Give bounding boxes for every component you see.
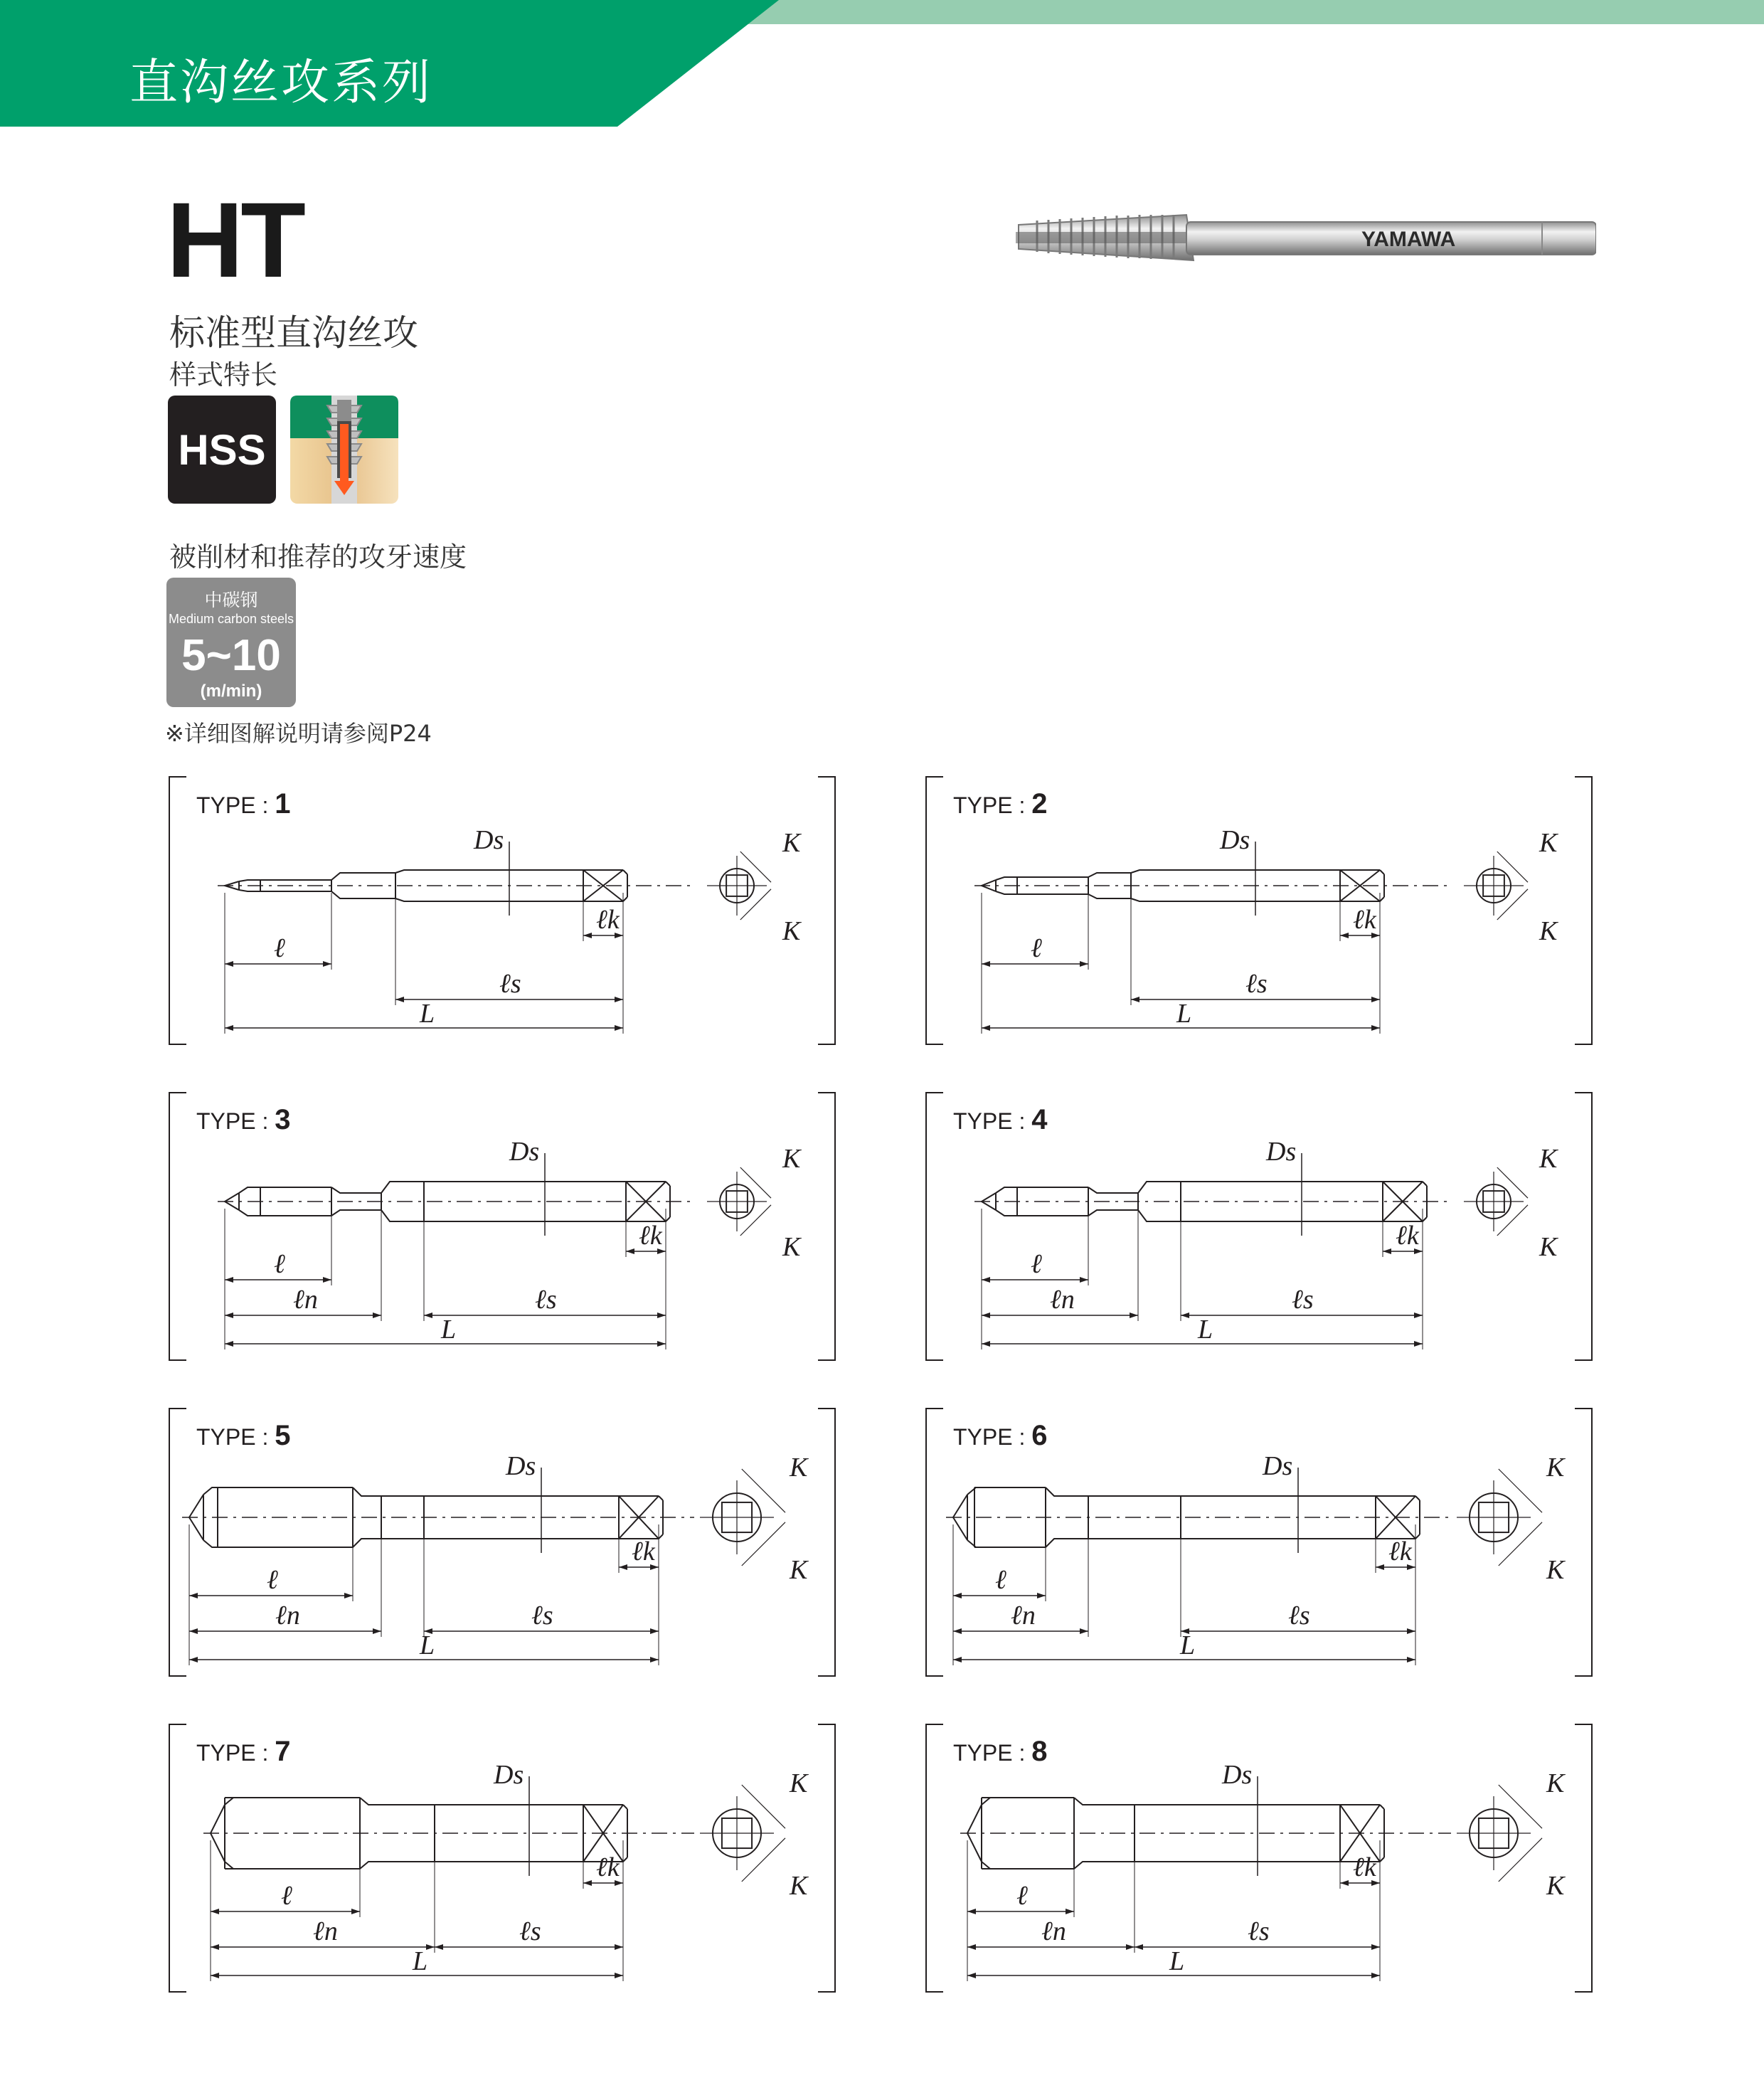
dimension-label-1: Ds — [506, 1451, 536, 1481]
material-cn: 中碳钢 — [204, 590, 258, 610]
type-number: 4 — [1031, 1104, 1048, 1135]
dimension-label-3: ℓk — [596, 905, 620, 935]
dimension-label-6: ℓs — [1292, 1285, 1314, 1315]
type-number: 6 — [1031, 1420, 1048, 1451]
tap-dimension-drawing — [168, 1407, 836, 1677]
material-en: Medium carbon steels — [168, 612, 294, 626]
header-banner — [0, 0, 1764, 127]
dimension-label-k-bottom: K — [1546, 1555, 1565, 1585]
dimension-label-5: ℓn — [1050, 1285, 1075, 1315]
dimension-label-k-bottom: K — [1539, 916, 1558, 946]
dimension-label-k-bottom: K — [1539, 1232, 1558, 1262]
type-prefix: TYPE : — [953, 1740, 1026, 1766]
dimension-label-3: ℓk — [632, 1537, 655, 1566]
type-number: 2 — [1031, 788, 1048, 820]
dimension-label-6: L — [1176, 999, 1192, 1029]
dimension-label-k-bottom: K — [790, 1555, 808, 1585]
type-diagram-4 — [925, 1091, 1593, 1362]
series-title: 直沟丝攻系列 — [129, 55, 433, 111]
dimension-label-5: ℓn — [1041, 1916, 1066, 1946]
dimension-label-2: K — [790, 1453, 808, 1483]
type-diagram-3 — [168, 1091, 836, 1362]
type-diagram-7 — [168, 1723, 836, 1993]
tap-product-image — [1016, 211, 1596, 263]
dimension-label-4: ℓ — [281, 1881, 292, 1911]
speed-value: 5~10 — [181, 631, 281, 680]
type-number: 8 — [1031, 1736, 1048, 1767]
type-number: 3 — [275, 1104, 291, 1135]
dimension-label-1: Ds — [509, 1137, 540, 1167]
cutting-speed-badge — [166, 578, 296, 707]
dimension-label-2: K — [1546, 1768, 1565, 1798]
dimension-label-2: K — [782, 828, 801, 858]
dimension-label-4: ℓ — [274, 933, 285, 963]
tap-dimension-drawing — [925, 1723, 1593, 1993]
dimension-label-6: ℓs — [535, 1285, 557, 1315]
dimension-label-6: ℓs — [519, 1916, 541, 1946]
dimension-label-3: ℓk — [639, 1221, 662, 1251]
tap-dimension-drawing — [925, 775, 1593, 1046]
type-prefix: TYPE : — [196, 1424, 269, 1450]
dimension-label-4: ℓ — [274, 1249, 285, 1279]
dimension-label-1: Ds — [474, 825, 504, 855]
type-number: 5 — [275, 1420, 291, 1451]
dimension-label-k-bottom: K — [790, 1871, 808, 1901]
dimension-label-7: L — [441, 1315, 457, 1344]
type-diagram-2 — [925, 775, 1593, 1046]
dimension-label-k-bottom: K — [782, 916, 801, 946]
dimension-label-3: ℓk — [1353, 905, 1376, 935]
type-diagram-1 — [168, 775, 836, 1046]
type-prefix: TYPE : — [196, 1108, 269, 1134]
dimension-label-2: K — [1539, 1144, 1558, 1174]
dimension-label-1: Ds — [1266, 1137, 1297, 1167]
dimension-label-3: ℓk — [1388, 1537, 1412, 1566]
dimension-label-2: K — [790, 1768, 808, 1798]
dimension-label-2: K — [1546, 1453, 1565, 1483]
dimension-label-3: ℓk — [596, 1852, 620, 1882]
type-diagram-5 — [168, 1407, 836, 1677]
brand-marking: YAMAWA — [1361, 228, 1456, 251]
dimension-label-7: L — [1198, 1315, 1213, 1344]
dimension-label-7: L — [413, 1946, 428, 1976]
tap-dimension-drawing — [168, 775, 836, 1046]
material-speed-label: 被削材和推荐的攻牙速度 — [169, 541, 467, 573]
model-name: HT — [166, 180, 303, 299]
type-prefix: TYPE : — [953, 792, 1026, 818]
dimension-label-4: ℓ — [1031, 933, 1042, 963]
type-diagram-8 — [925, 1723, 1593, 1993]
tap-dimension-drawing — [168, 1723, 836, 1993]
dimension-label-2: K — [1539, 828, 1558, 858]
dimension-label-7: L — [1180, 1630, 1196, 1660]
reference-note: ※详细图解说明请参阅P24 — [165, 720, 432, 747]
dimension-label-k-bottom: K — [1546, 1871, 1565, 1901]
type-prefix: TYPE : — [953, 1108, 1026, 1134]
dimension-label-5: ℓs — [499, 969, 521, 999]
dimension-label-6: ℓs — [1248, 1916, 1270, 1946]
dimension-label-1: Ds — [1263, 1451, 1293, 1481]
type-number: 7 — [275, 1736, 291, 1767]
dimension-label-4: ℓ — [995, 1565, 1006, 1595]
dimension-label-k-bottom: K — [782, 1232, 801, 1262]
dimension-label-5: ℓn — [293, 1285, 318, 1315]
dimension-label-5: ℓn — [1011, 1601, 1036, 1630]
tap-dimension-drawing — [168, 1091, 836, 1362]
hss-badge: HSS — [168, 396, 276, 504]
dimension-label-5: ℓn — [275, 1601, 300, 1630]
type-prefix: TYPE : — [953, 1424, 1026, 1450]
dimension-label-1: Ds — [1222, 1760, 1253, 1790]
dimension-label-4: ℓ — [1031, 1249, 1042, 1279]
dimension-label-3: ℓk — [1353, 1852, 1376, 1882]
dimension-label-6: ℓs — [1288, 1601, 1310, 1630]
dimension-label-6: L — [420, 999, 435, 1029]
dimension-label-4: ℓ — [267, 1565, 278, 1595]
product-subtitle: 标准型直沟丝攻 — [169, 312, 418, 354]
dimension-label-1: Ds — [1220, 825, 1250, 855]
through-hole-thread-icon — [290, 396, 398, 504]
dimension-label-2: K — [782, 1144, 801, 1174]
type-prefix: TYPE : — [196, 792, 269, 818]
type-prefix: TYPE : — [196, 1740, 269, 1766]
type-diagram-6 — [925, 1407, 1593, 1677]
dimension-label-4: ℓ — [1016, 1881, 1028, 1911]
dimension-label-3: ℓk — [1396, 1221, 1419, 1251]
dimension-label-5: ℓn — [313, 1916, 338, 1946]
tap-dimension-drawing — [925, 1407, 1593, 1677]
dimension-label-5: ℓs — [1245, 969, 1268, 999]
dimension-label-1: Ds — [494, 1760, 524, 1790]
dimension-label-7: L — [1169, 1946, 1185, 1976]
type-number: 1 — [275, 788, 291, 820]
features-label: 样式特长 — [169, 359, 278, 391]
dimension-label-6: ℓs — [531, 1601, 553, 1630]
speed-unit: (m/min) — [200, 681, 262, 701]
dimension-label-7: L — [420, 1630, 435, 1660]
tap-dimension-drawing — [925, 1091, 1593, 1362]
